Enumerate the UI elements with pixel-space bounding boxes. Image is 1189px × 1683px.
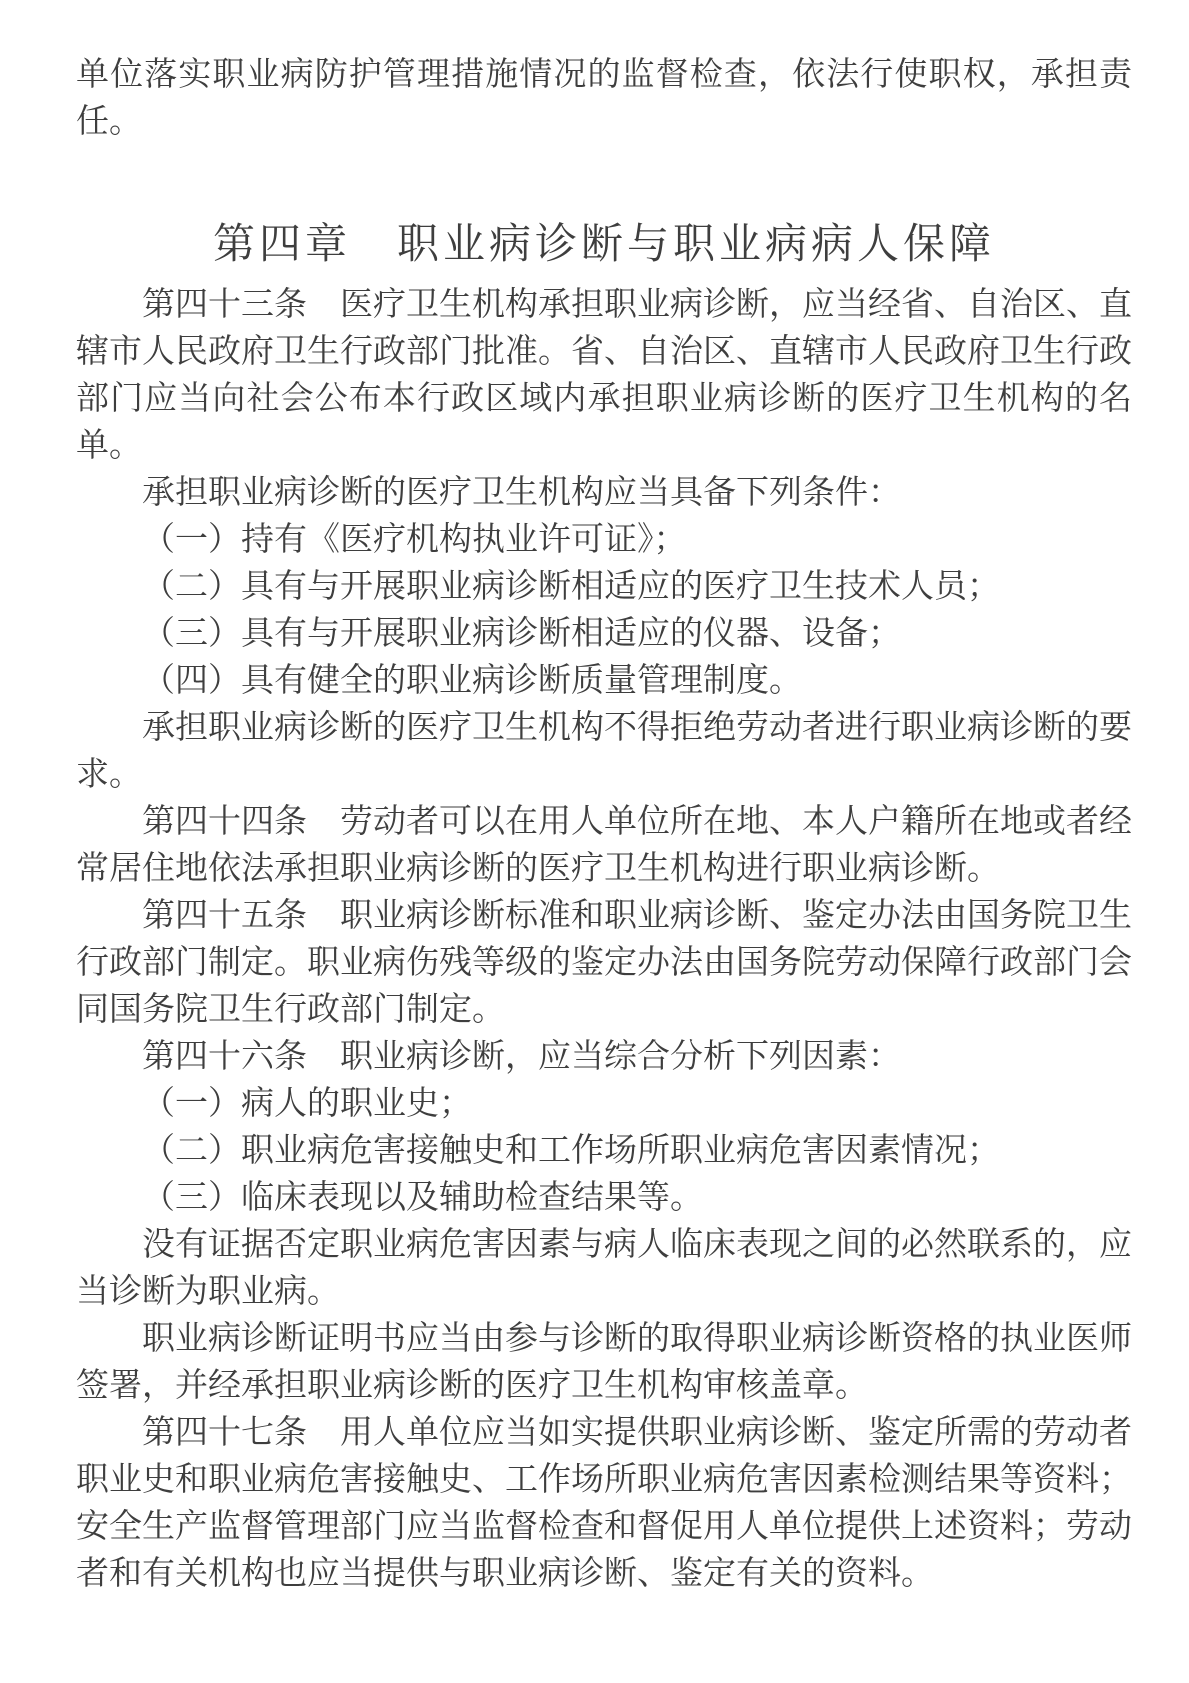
chapter-heading: 第四章 职业病诊断与职业病病人保障 [212,222,995,268]
document-body [76,50,1132,1596]
paragraph-article-47: 第四十七条 用人单位应当如实提供职业病诊断、鉴定所需的劳动者职业史和职业病危害接触史、工作场所职业病危害因素检测结果等资料；安全生产监督管理部门应当监督检查和督促用人单位提供上述资料；劳动者和有关机构也应当提供与职业病诊断、鉴定有关的资料。 [76,1413,1132,1591]
paragraph-article-44: 第四十四条 劳动者可以在用人单位所在地、本人户籍所在地或者经常居住地依法承担职业病诊断的医疗卫生机构进行职业病诊断。 [76,802,1132,886]
paragraph-article-43: 第四十三条 医疗卫生机构承担职业病诊断，应当经省、自治区、直辖市人民政府卫生行政部门批准。省、自治区、直辖市人民政府卫生行政部门应当向社会公布本行政区域内承担职业病诊断的医疗卫生机构的名单。 [76,285,1132,463]
paragraph-article-45: 第四十五条 职业病诊断标准和职业病诊断、鉴定办法由国务院卫生行政部门制定。职业病伤残等级的鉴定办法由国务院劳动保障行政部门会同国务院卫生行政部门制定。 [76,896,1132,1027]
paragraph-condition-item-2: （二）具有与开展职业病诊断相适应的医疗卫生技术人员； [142,567,1000,604]
paragraph-diagnosis-rule: 没有证据否定职业病危害因素与病人临床表现之间的必然联系的，应当诊断为职业病。 [76,1225,1132,1309]
paragraph-condition-item-4: （四）具有健全的职业病诊断质量管理制度。 [142,661,802,698]
paragraph-condition-item-3: （三）具有与开展职业病诊断相适应的仪器、设备； [142,614,901,651]
paragraph-factor-item-3: （三）临床表现以及辅助检查结果等。 [142,1178,703,1215]
paragraph-article-46: 第四十六条 职业病诊断，应当综合分析下列因素： [142,1037,901,1074]
paragraph-factor-item-1: （一）病人的职业史； [142,1084,472,1121]
paragraph-factor-item-2: （二）职业病危害接触史和工作场所职业病危害因素情况； [142,1131,1000,1168]
paragraph-certificate: 职业病诊断证明书应当由参与诊断的取得职业病诊断资格的执业医师签署，并经承担职业病诊断的医疗卫生机构审核盖章。 [76,1319,1132,1403]
paragraph-continuation: 单位落实职业病防护管理措施情况的监督检查，依法行使职权，承担责任。 [76,55,1132,139]
paragraph-condition-item-1: （一）持有《医疗机构执业许可证》； [142,520,687,557]
paragraph-conditions-intro: 承担职业病诊断的医疗卫生机构应当具备下列条件： [142,473,901,510]
paragraph-no-refusal: 承担职业病诊断的医疗卫生机构不得拒绝劳动者进行职业病诊断的要求。 [76,708,1132,792]
